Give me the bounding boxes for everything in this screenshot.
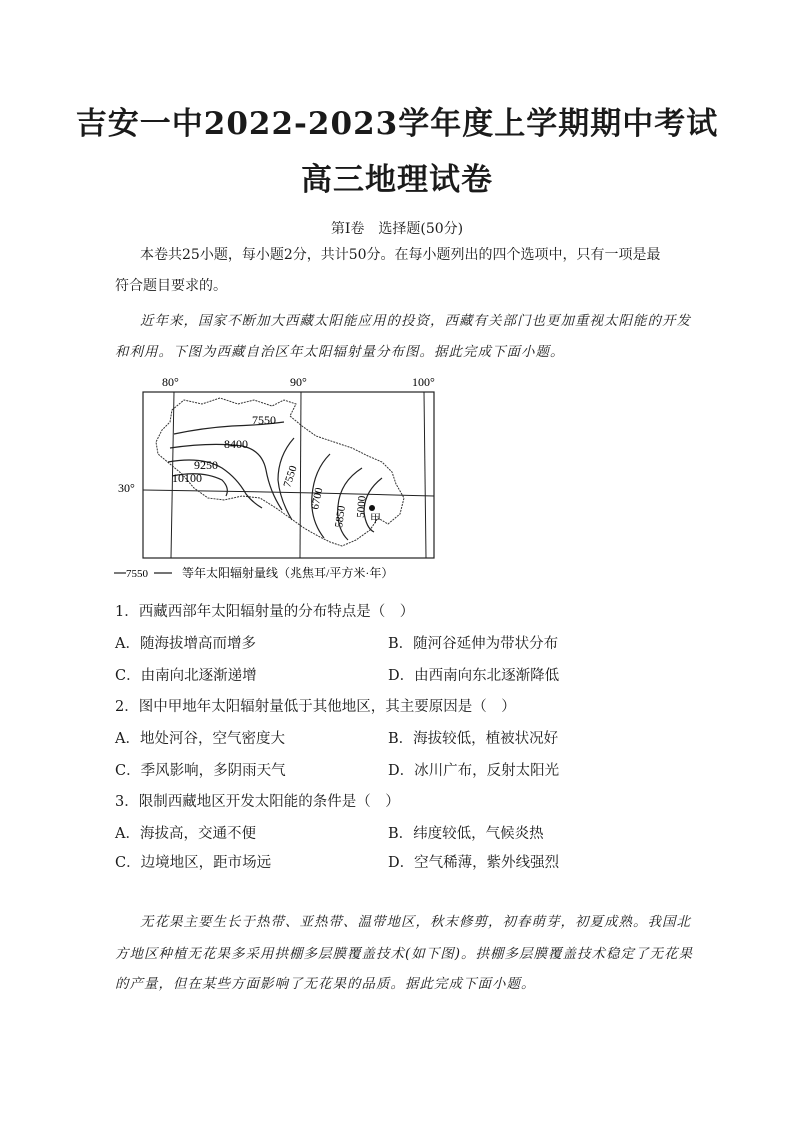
question-1-stem: 1．西藏西部年太阳辐射量的分布特点是（ ） xyxy=(115,604,415,620)
isoline-label-8400: 8400 xyxy=(224,437,248,451)
meridian-100 xyxy=(424,392,426,558)
isoline-label-5000: 5000 xyxy=(355,495,369,519)
question-2-stem: 2．图中甲地年太阳辐射量低于其他地区，其主要原因是（ ） xyxy=(115,699,516,715)
parallel-30 xyxy=(143,490,434,496)
question-1-option-a[interactable]: A．随海拔增高而增多 xyxy=(115,636,256,652)
question-1-option-d[interactable]: D．由西南向东北逐渐降低 xyxy=(388,668,560,684)
exam-title: 吉安一中2022-2023学年度上学期期中考试 xyxy=(75,106,719,142)
instructions-line1: 本卷共25小题，每小题2分，共计50分。在每小题列出的四个选项中，只有一项是最 xyxy=(140,247,661,263)
question-3-option-d[interactable]: D．空气稀薄，紫外线强烈 xyxy=(388,855,560,871)
point-jia xyxy=(369,505,375,511)
question-2-option-b[interactable]: B．海拔较低，植被状况好 xyxy=(388,731,559,747)
lat-label-30: 30° xyxy=(118,481,135,495)
instructions-line2: 符合题目要求的。 xyxy=(115,278,227,294)
passage2-line1: 无花果主要生长于热带、亚热带、温带地区，秋末修剪，初春萌芽，初夏成熟。我国北 xyxy=(140,914,691,930)
lon-label-100: 100° xyxy=(412,375,435,389)
passage1-line2: 和利用。下图为西藏自治区年太阳辐射量分布图。据此完成下面小题。 xyxy=(115,344,565,360)
isoline-label-6700: 6700 xyxy=(309,486,326,511)
question-3-stem: 3．限制西藏地区开发太阳能的条件是（ ） xyxy=(115,794,400,810)
isoline-label-7550-east: 7550 xyxy=(281,464,300,489)
question-3-option-a[interactable]: A．海拔高，交通不便 xyxy=(115,826,256,842)
exam-subtitle: 高三地理试卷 xyxy=(301,162,493,198)
passage1-line1: 近年来，国家不断加大西藏太阳能应用的投资，西藏有关部门也更加重视太阳能的开发 xyxy=(140,313,691,329)
lon-label-80: 80° xyxy=(162,375,179,389)
question-1-option-c[interactable]: C．由南向北逐渐递增 xyxy=(115,668,257,684)
question-1-option-b[interactable]: B．随河谷延伸为带状分布 xyxy=(388,636,559,652)
passage2-line2: 方地区种植无花果多采用拱棚多层膜覆盖技术(如下图)。拱棚多层膜覆盖技术稳定了无花果 xyxy=(115,946,694,962)
isoline-label-7550-north: 7550 xyxy=(252,413,276,427)
isoline-label-9250: 9250 xyxy=(194,458,218,472)
legend-text: 等年太阳辐射量线（兆焦耳/平方米·年） xyxy=(182,566,394,580)
meridian-90 xyxy=(300,392,301,558)
question-2-option-a[interactable]: A．地处河谷，空气密度大 xyxy=(115,731,285,747)
question-3-option-c[interactable]: C．边境地区，距市场远 xyxy=(115,855,272,871)
lon-label-90: 90° xyxy=(290,375,307,389)
solar-radiation-map xyxy=(112,370,452,585)
place-label-jia: 甲 xyxy=(370,513,381,525)
question-2-option-d[interactable]: D．冰川广布，反射太阳光 xyxy=(388,763,560,779)
question-2-option-c[interactable]: C．季风影响，多阴雨天气 xyxy=(115,763,286,779)
legend-value: 7550 xyxy=(126,568,148,580)
isoline-label-10100: 10100 xyxy=(172,471,202,485)
section-heading: 第Ⅰ卷 选择题(50分) xyxy=(330,221,464,237)
passage2-line3: 的产量，但在某些方面影响了无花果的品质。据此完成下面小题。 xyxy=(115,976,536,992)
isoline-label-5850: 5850 xyxy=(333,504,349,529)
question-3-option-b[interactable]: B．纬度较低，气候炎热 xyxy=(388,826,544,842)
